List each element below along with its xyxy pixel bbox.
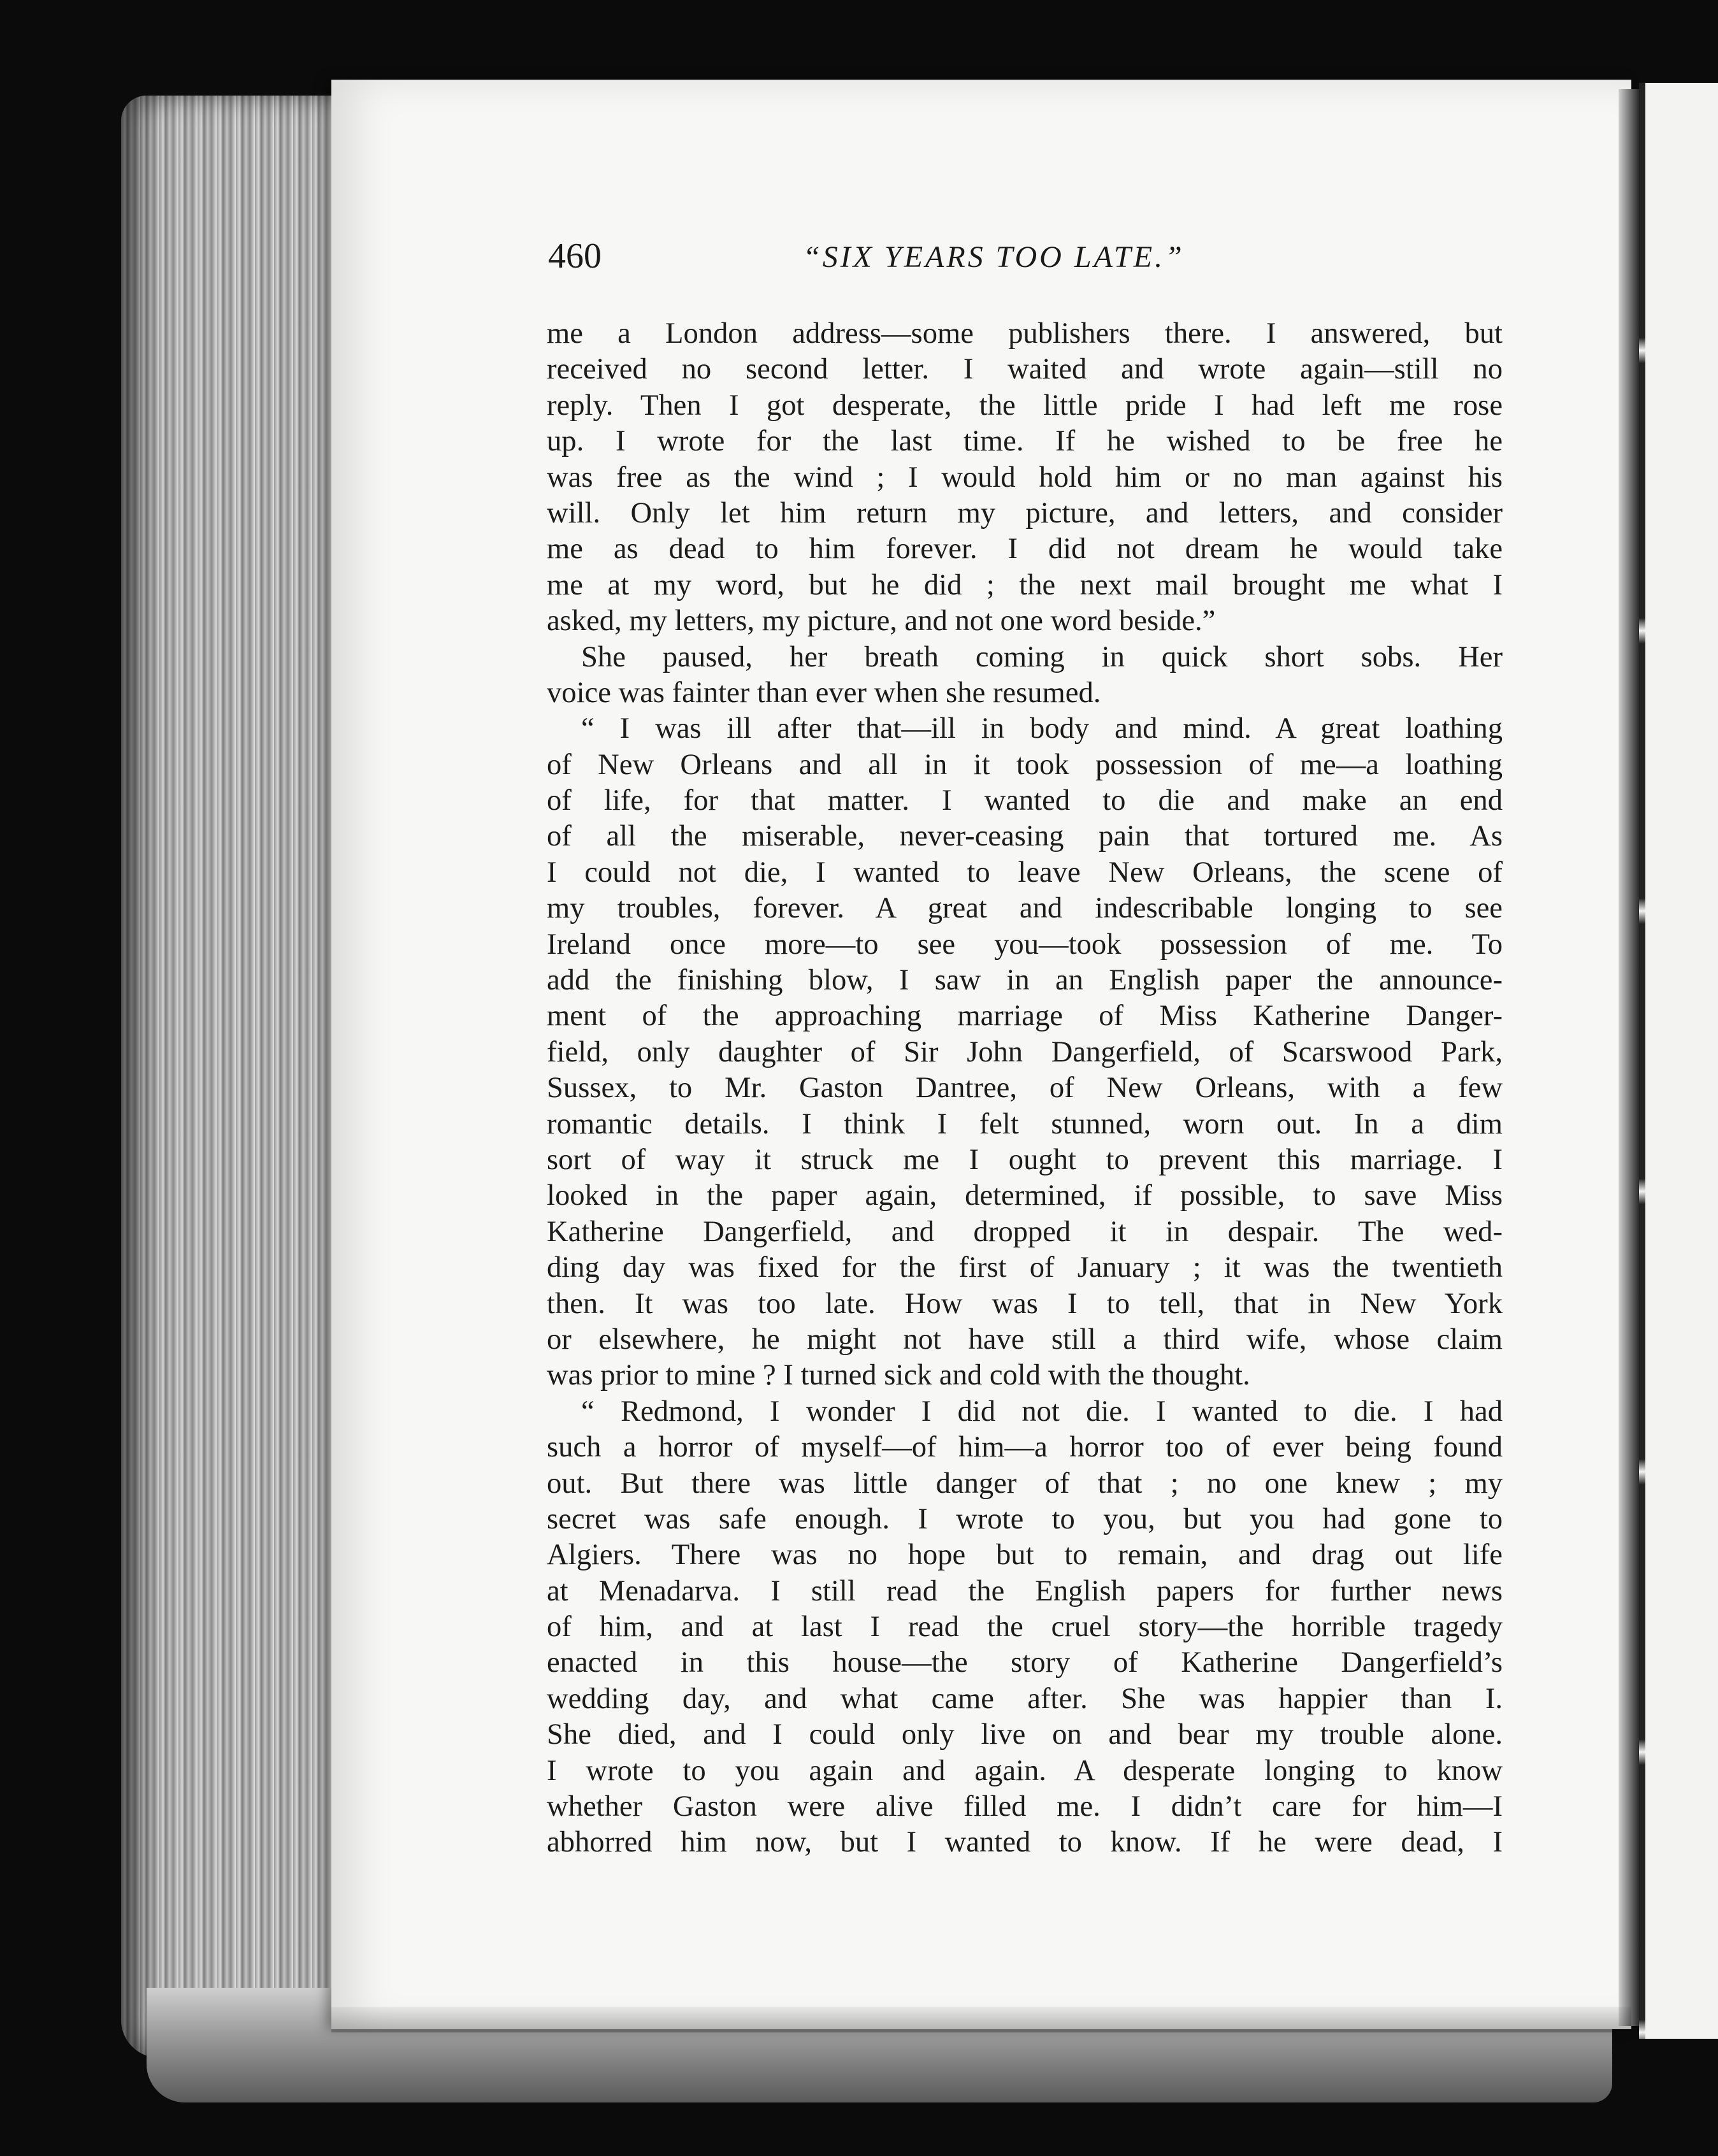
text-line: whether Gaston were alive filled me. I didn’t care for him—I [547, 1790, 1503, 1823]
text-line: out. But there was little danger of that ; no one knew ; my [547, 1466, 1503, 1500]
text-line: “ Redmond, I wonder I did not die. I wanted to die. I had [581, 1394, 1503, 1428]
facing-page-edge [1639, 83, 1718, 2039]
body-text [547, 315, 1503, 1860]
text-line: I wrote to you again and again. A desperate longing to know [547, 1753, 1503, 1787]
text-line: will. Only let him return my picture, and letters, and consider [547, 496, 1503, 529]
text-line: voice was fainter than ever when she resumed. [547, 675, 1101, 709]
text-line: or elsewhere, he might not have still a third wife, whose claim [547, 1322, 1503, 1356]
text-line: me as dead to him forever. I did not dream he would take [547, 532, 1503, 566]
text-line: enacted in this house—the story of Katherine Dangerfield’s [547, 1646, 1503, 1679]
book-page-edges [121, 96, 363, 2058]
text-line: field, only daughter of Sir John Dangerfield, of Scarswood Park, [547, 1035, 1503, 1068]
text-line: Algiers. There was no hope but to remain, and drag out life [547, 1538, 1503, 1572]
page-header [548, 236, 1300, 287]
text-line: asked, my letters, my picture, and not one word beside.” [547, 604, 1216, 638]
text-line: up. I wrote for the last time. If he wished to be free he [547, 424, 1503, 458]
page-number: 460 [548, 236, 602, 276]
binding-cord [1639, 83, 1645, 2039]
text-line: my troubles, forever. A great and indescribable longing to see [547, 891, 1503, 925]
text-line: looked in the paper again, determined, if possible, to save Miss [547, 1179, 1503, 1212]
text-line: ding day was fixed for the first of January ; it was the twentieth [547, 1251, 1503, 1284]
text-line: Ireland once more—to see you—took possession of me. To [547, 927, 1503, 961]
text-line: Sussex, to Mr. Gaston Dantree, of New Orleans, with a few [547, 1071, 1503, 1105]
text-line: me at my word, but he did ; the next mail brought me what I [547, 568, 1503, 601]
text-line: received no second letter. I waited and wrote again—still no [547, 352, 1503, 386]
text-line: was free as the wind ; I would hold him or no man against his [547, 460, 1503, 494]
text-line: of life, for that matter. I wanted to die and make an end [547, 784, 1503, 817]
text-line: She paused, her breath coming in quick short sobs. Her [581, 640, 1503, 673]
text-line: wedding day, and what came after. She was happier than I. [547, 1681, 1503, 1715]
text-line: I could not die, I wanted to leave New Orleans, the scene of [547, 855, 1503, 889]
text-line: reply. Then I got desperate, the little pride I had left me rose [547, 388, 1503, 422]
text-line: abhorred him now, but I wanted to know. If he were dead, I [547, 1825, 1503, 1859]
text-line: “ I was ill after that—ill in body and mind. A great loathing [581, 712, 1503, 745]
text-line: romantic details. I think I felt stunned, worn out. In a dim [547, 1107, 1503, 1140]
text-line: of him, and at last I read the cruel story—the horrible tragedy [547, 1610, 1503, 1644]
text-line: was prior to mine ? I turned sick and cold with the thought. [547, 1358, 1250, 1392]
text-line: at Menadarva. I still read the English papers for further news [547, 1574, 1503, 1607]
text-line: add the finishing blow, I saw in an English paper the announce- [547, 963, 1503, 997]
text-line: then. It was too late. How was I to tell, that in New York [547, 1286, 1503, 1320]
text-line: me a London address—some publishers there. I answered, but [547, 317, 1503, 350]
text-line: of New Orleans and all in it took possession of me—a loathing [547, 747, 1503, 781]
text-line: sort of way it struck me I ought to prevent this marriage. I [547, 1142, 1503, 1176]
text-line: secret was safe enough. I wrote to you, but you had gone to [547, 1502, 1503, 1535]
text-line: ment of the approaching marriage of Miss Katherine Danger- [547, 999, 1503, 1033]
text-line: She died, and I could only live on and bear my trouble alone. [547, 1718, 1503, 1751]
page-bottom-shadow [331, 2007, 1631, 2032]
running-title: “SIX YEARS TOO LATE.” [803, 240, 1185, 274]
book-gutter [1619, 89, 1639, 2026]
text-line: such a horror of myself—of him—a horror too of ever being found [547, 1430, 1503, 1464]
text-line: Katherine Dangerfield, and dropped it in despair. The wed- [547, 1214, 1503, 1248]
text-line: of all the miserable, never-ceasing pain that tortured me. As [547, 819, 1503, 853]
